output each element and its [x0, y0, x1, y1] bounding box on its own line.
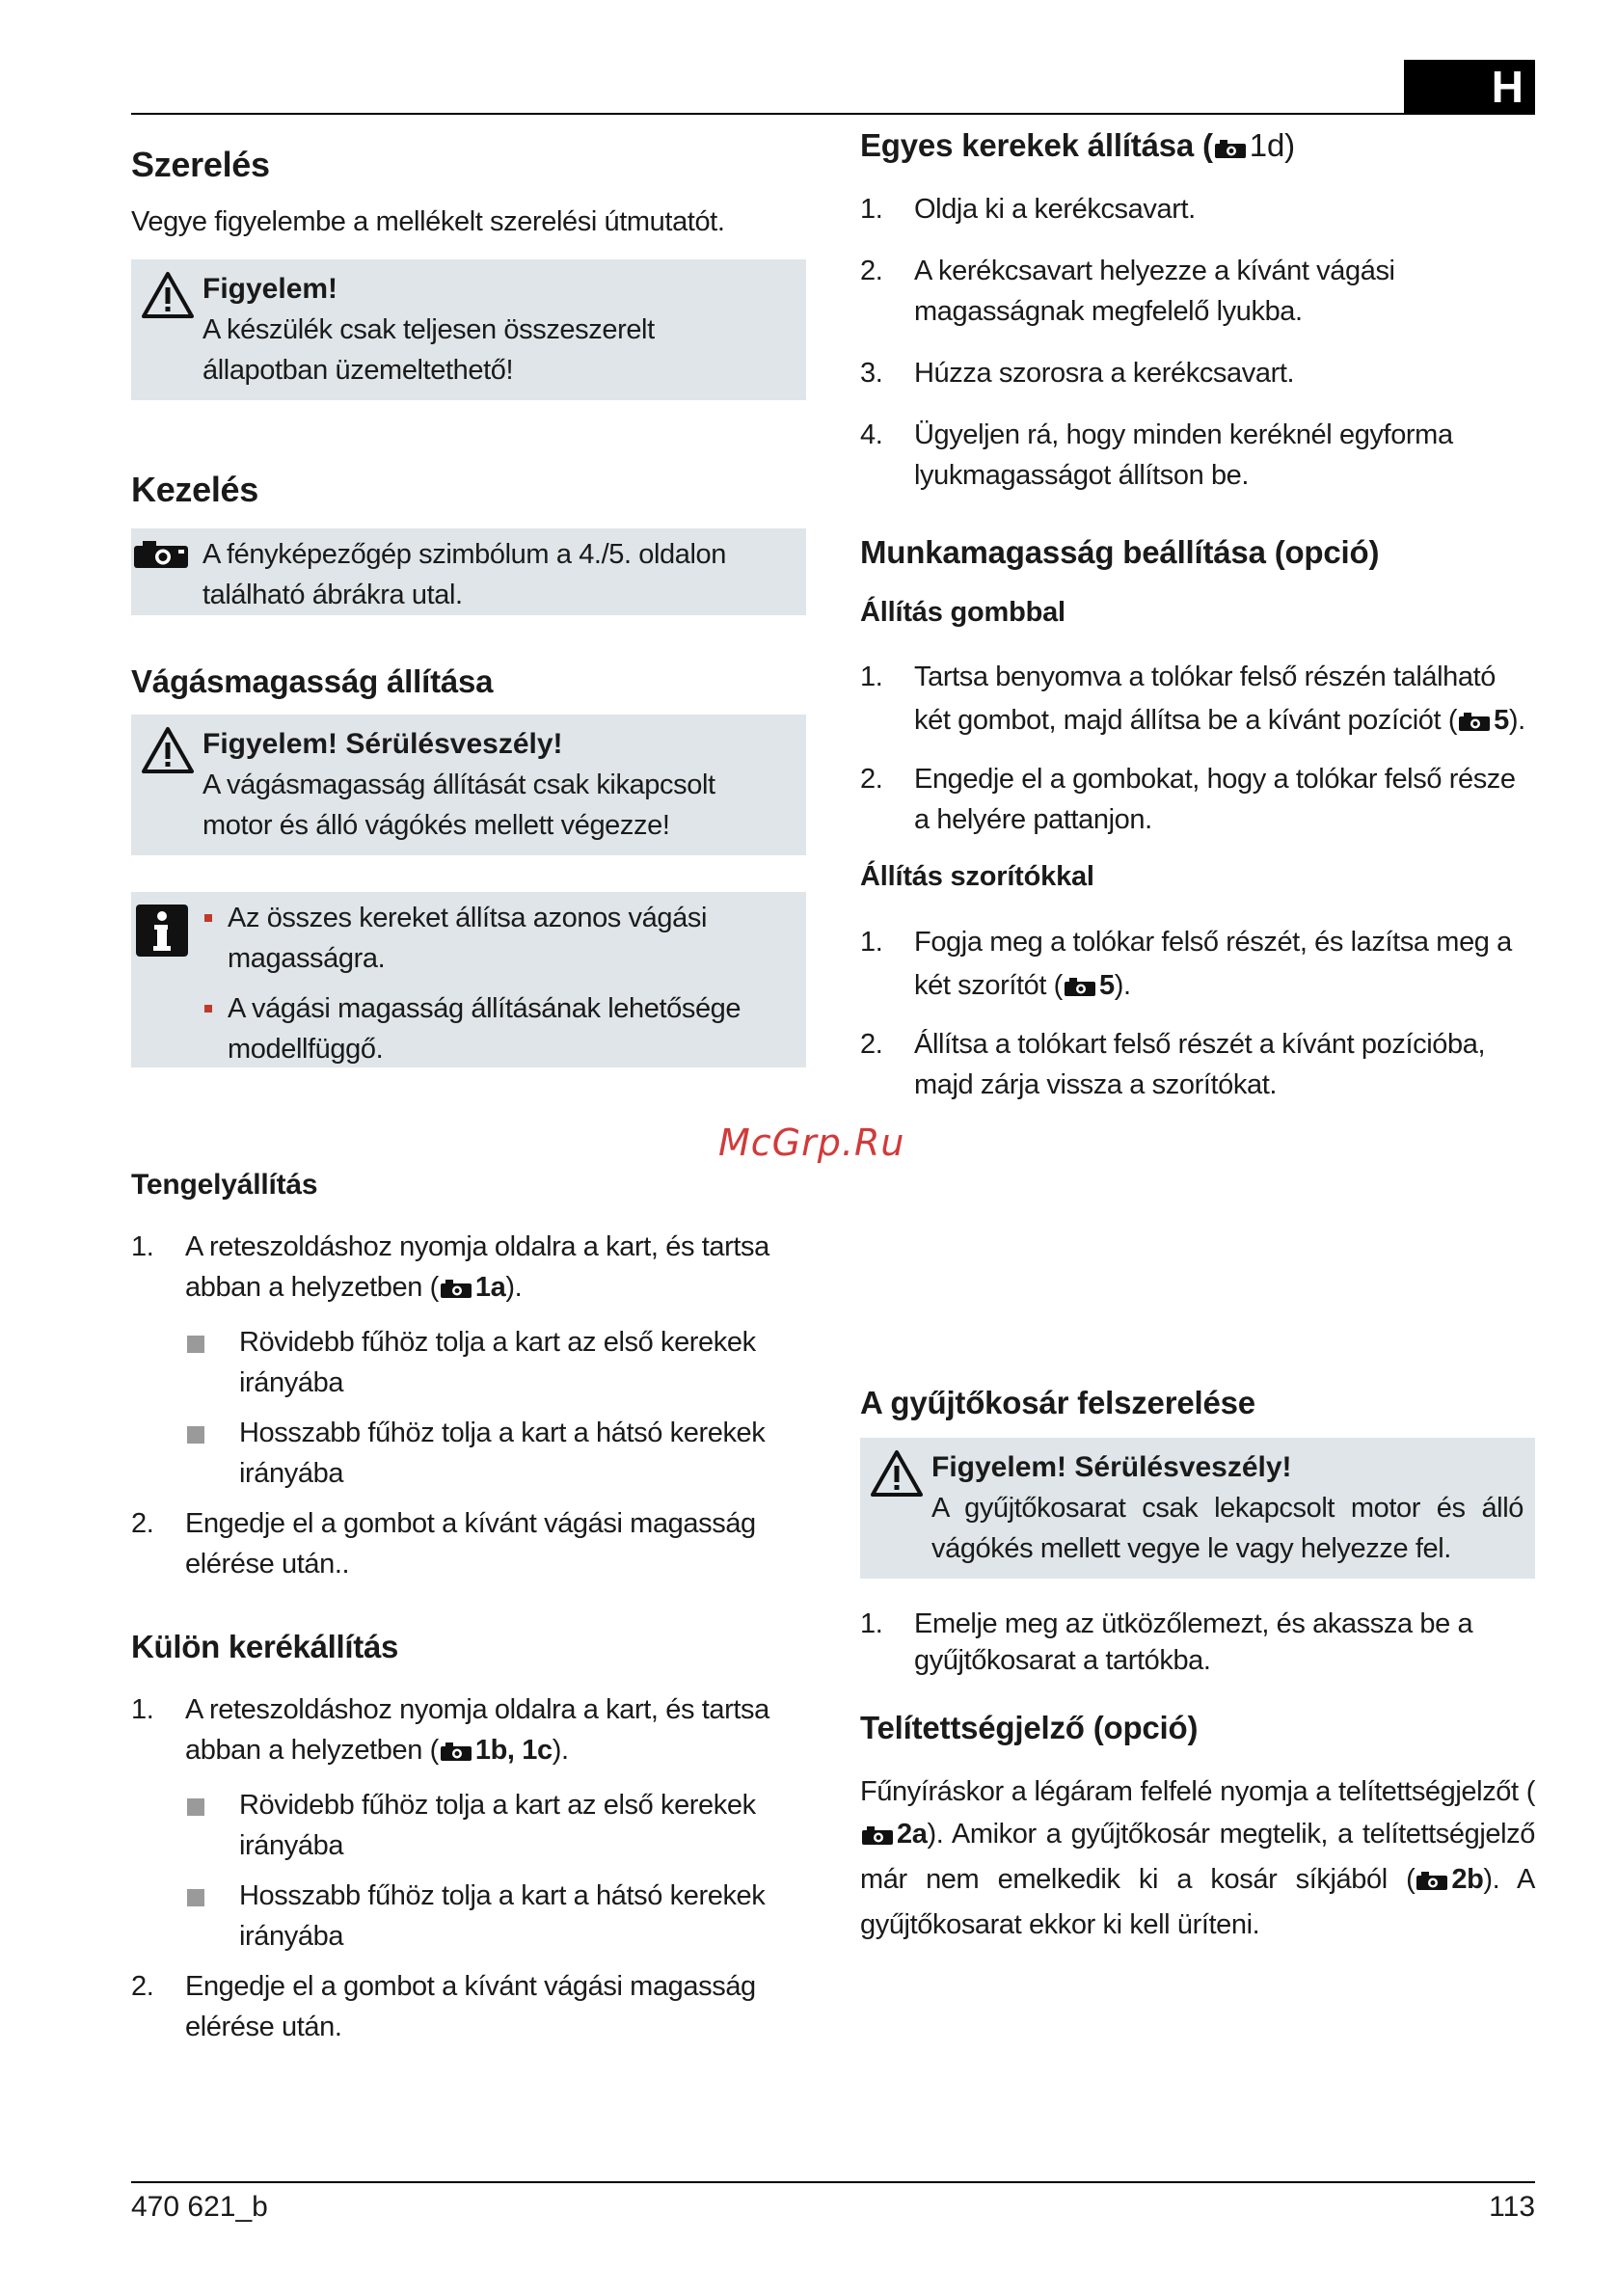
section-title-vagas: Vágásmagasság állítása	[131, 663, 494, 699]
list-item: 1. Tartsa benyomva a tolókar felső részén található két gombot, majd állítsa be a kívánt pozíciót ( 5).	[860, 656, 1535, 745]
warning-triangle-icon	[141, 726, 195, 779]
camera-icon	[1215, 128, 1246, 170]
section-title-gyujto: A gyűjtőkosár felszerelése	[860, 1385, 1255, 1420]
warning-box-gyujto	[860, 1438, 1535, 1579]
info-list	[131, 898, 787, 1069]
tengely-sublist	[131, 1322, 806, 1494]
list-item: Hosszabb fűhöz tolja a kart a hátsó kerekek irányába	[131, 1876, 806, 1957]
list-item: A vágási magasság állításának lehetősége modellfüggő.	[131, 988, 787, 1069]
list-item: 1. A reteszoldáshoz nyomja oldalra a kart, és tartsa abban a helyzetben ( 1a).	[131, 1227, 806, 1310]
warning-text: A vágásmagasság állítását csak kikapcsolt motor és álló vágókés mellett végezze!	[202, 769, 715, 841]
list-item: 2. Engedje el a gombot a kívánt vágási magasság elérése után..	[131, 1507, 756, 1580]
section-title-egyes: Egyes kerekek állítása ( 1d)	[860, 125, 1535, 170]
note-box-camera	[131, 528, 806, 615]
language-tab: H	[1404, 60, 1535, 114]
warning-text: A készülék csak teljesen összeszerelt állapotban üzemeltethető!	[202, 314, 655, 386]
list-item: 3. Húzza szorosra a kerékcsavart.	[860, 357, 1295, 389]
header-rule	[131, 113, 1535, 115]
szorito-steps	[860, 921, 1535, 1105]
egyes-steps	[860, 189, 1535, 496]
warning-title: Figyelem!	[202, 273, 338, 305]
camera-icon	[441, 1270, 472, 1310]
camera-icon	[1065, 967, 1095, 1011]
subsection-title-gomb: Állítás gombbal	[860, 596, 1065, 628]
warning-title: Figyelem! Sérülésveszély!	[202, 727, 563, 760]
camera-icon	[441, 1733, 472, 1773]
right-column-lower	[860, 1383, 1535, 1946]
gyujto-steps	[860, 1606, 1535, 1679]
list-item: 1. A reteszoldáshoz nyomja oldalra a kart, és tartsa abban a helyzetben ( 1b, 1c).	[131, 1689, 806, 1773]
camera-icon	[1459, 702, 1490, 745]
szereles-text: Vegye figyelembe a mellékelt szerelési útmutatót.	[131, 206, 725, 237]
section-title-munka: Munkamagasság beállítása (opció)	[860, 533, 1380, 570]
camera-icon	[1416, 1861, 1447, 1904]
list-item: Rövidebb fűhöz tolja a kart az első kerekek irányába	[131, 1785, 806, 1866]
left-column	[131, 135, 806, 2047]
kulon-steps-2	[131, 1966, 806, 2047]
list-item: Az összes kereket állítsa azonos vágási magasságra.	[131, 898, 787, 979]
list-item: Rövidebb fűhöz tolja a kart az első kerekek irányába	[131, 1322, 806, 1403]
list-item: 2. Engedje el a gombokat, hogy a tolókar felső része a helyére pattanjon.	[860, 764, 1516, 836]
warning-box-vagas	[131, 715, 806, 855]
warning-triangle-icon	[870, 1449, 924, 1502]
camera-icon	[133, 540, 189, 574]
tengely-steps-2	[131, 1503, 806, 1584]
list-item: 1. Fogja meg a tolókar felső részét, és lazítsa meg a két szorítót ( 5).	[860, 921, 1535, 1011]
tengely-steps	[131, 1227, 806, 1310]
footer-rule	[131, 2181, 1535, 2183]
warning-text: A gyűjtőkosarat csak lekapcsolt motor és álló vágókés mellett vegye le vagy helyezze fel.	[931, 1492, 1524, 1564]
info-box-vagas	[131, 892, 806, 1067]
document-code: 470 621_b	[131, 2191, 268, 2223]
list-item: 2. Állítsa a tolókart felső részét a kívánt pozícióba, majd zárja vissza a szorítókat.	[860, 1029, 1486, 1101]
section-title-kulon: Külön kerékállítás	[131, 1628, 399, 1664]
warning-box-szereles	[131, 259, 806, 400]
watermark: McGrp.Ru	[718, 1121, 905, 1164]
warning-title: Figyelem! Sérülésveszély!	[931, 1450, 1292, 1483]
camera-note-text: A fényképezőgép szimbólum a 4./5. oldalon található ábrákra utal.	[202, 539, 727, 610]
telit-paragraph: Fűnyíráskor a légáram felfelé nyomja a telítettségjelzőt (2a). Amikor a gyűjtőkosár megtelik, a telítettségjelző már nem emelkedik ki a kosár síkjából ( 2b). A gyűjtőkosarat ekkor ki kell üríteni.	[860, 1775, 1536, 1940]
list-item: 1. Emelje meg az ütközőlemezt, és akassza be a gyűjtőkosarat a tartókba.	[860, 1607, 1473, 1676]
list-item: 1. Oldja ki a kerékcsavart.	[860, 193, 1196, 225]
list-item: Hosszabb fűhöz tolja a kart a hátsó kerekek irányába	[131, 1413, 806, 1494]
kulon-steps	[131, 1689, 806, 1773]
section-title-kezeles: Kezelés	[131, 470, 258, 509]
section-title-tengely: Tengelyállítás	[131, 1168, 318, 1201]
kulon-sublist	[131, 1785, 806, 1957]
section-title-telit: Telítettségjelző (opció)	[860, 1709, 1199, 1745]
right-column	[860, 125, 1535, 1105]
subsection-title-szorito: Állítás szorítókkal	[860, 861, 1094, 893]
gomb-steps	[860, 656, 1535, 840]
list-item: 4. Ügyeljen rá, hogy minden keréknél egyforma lyukmagasságot állítson be.	[860, 419, 1453, 491]
section-title-szereles: Szerelés	[131, 145, 270, 184]
camera-icon	[862, 1816, 893, 1858]
page-number: 113	[1489, 2191, 1535, 2223]
warning-triangle-icon	[141, 271, 195, 324]
list-item: 2. A kerékcsavart helyezze a kívánt vágási magasságnak megfelelő lyukba.	[860, 255, 1395, 327]
list-item: 2. Engedje el a gombot a kívánt vágási magasság elérése után.	[131, 1971, 756, 2043]
